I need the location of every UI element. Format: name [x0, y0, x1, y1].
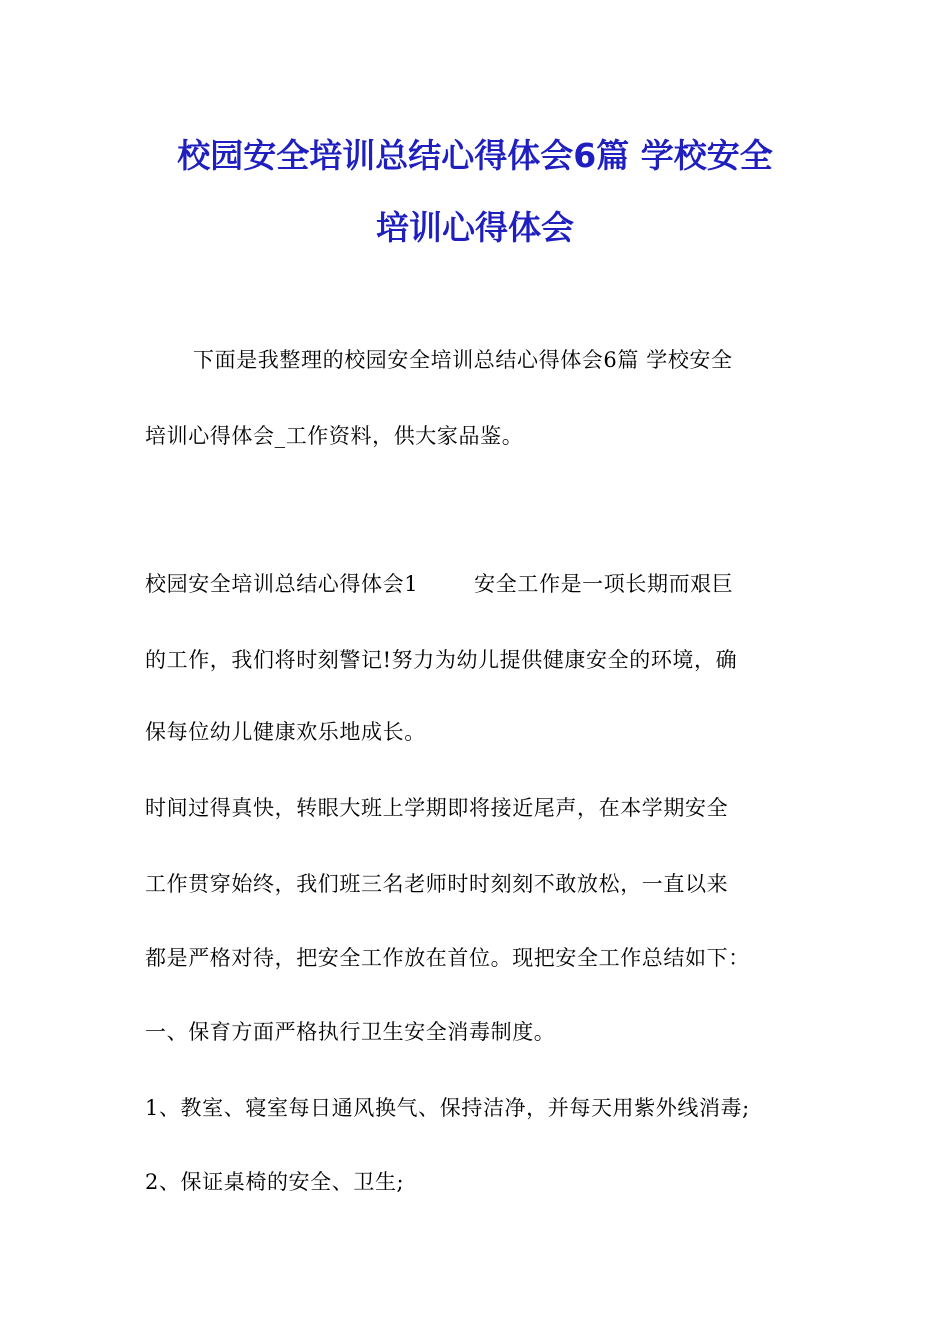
intro-line-2: 培训心得体会_工作资料，供大家品鉴。	[145, 424, 524, 448]
section-1-line-1-rest: 安全工作是一项长期而艰巨	[474, 572, 734, 596]
point-1: 一、保育方面严格执行卫生安全消毒制度。	[145, 1020, 556, 1044]
sub-item-1: 1、教室、寝室每日通风换气、保持洁净，并每天用紫外线消毒;	[145, 1096, 750, 1120]
section-1-line-2: 的工作，我们将时刻警记!努力为幼儿提供健康安全的环境，确	[145, 648, 738, 672]
intro-line-1: 下面是我整理的校园安全培训总结心得体会6篇 学校安全	[193, 348, 733, 372]
document-title-line-1: 校园安全培训总结心得体会6篇 学校安全	[177, 136, 773, 175]
section-1-first-line	[145, 570, 733, 598]
document-title-line-2: 培训心得体会	[376, 208, 574, 247]
paragraph-2-line-2: 工作贯穿始终，我们班三名老师时时刻刻不敢放松，一直以来	[145, 872, 729, 896]
section-1-line-3: 保每位幼儿健康欢乐地成长。	[145, 720, 426, 744]
paragraph-2-line-3: 都是严格对待，把安全工作放在首位。现把安全工作总结如下：	[145, 946, 750, 970]
paragraph-2-line-1: 时间过得真快，转眼大班上学期即将接近尾声，在本学期安全	[145, 796, 729, 820]
sub-item-2: 2、保证桌椅的安全、卫生;	[145, 1170, 405, 1194]
section-1-heading: 校园安全培训总结心得体会1	[145, 572, 419, 596]
